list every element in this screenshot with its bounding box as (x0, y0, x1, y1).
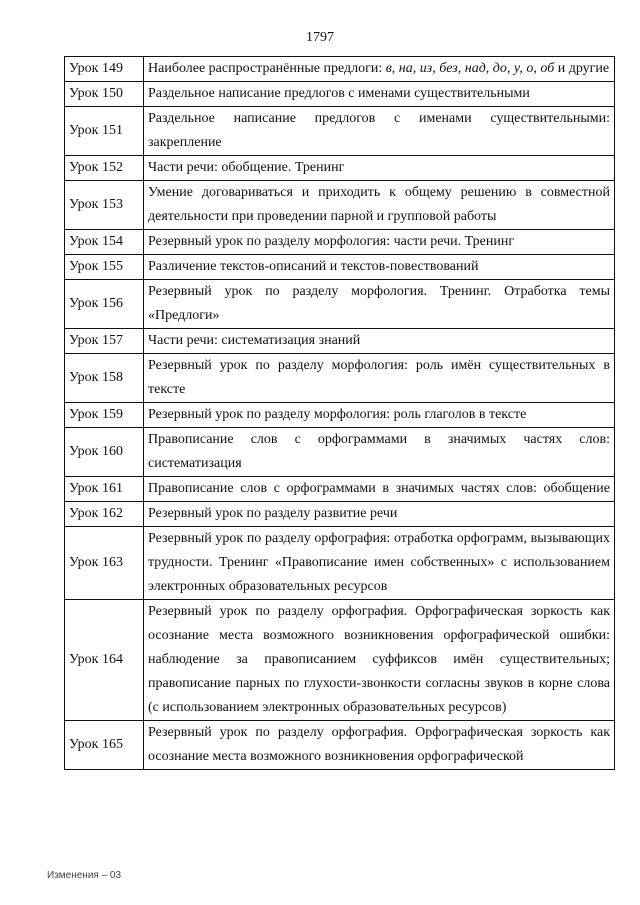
table-row (65, 181, 615, 230)
topic-text: Различение текстов-описаний и текстов-повествований (148, 259, 479, 274)
lesson-topic (144, 502, 615, 527)
topic-text: Части речи: систематизация знаний (148, 333, 361, 348)
lesson-number: Урок 161 (65, 477, 144, 502)
lesson-topic (144, 280, 615, 329)
topic-text: Наиболее распространённые предлоги: (148, 61, 386, 76)
lesson-number: Урок 156 (65, 280, 144, 329)
table-row (65, 156, 615, 181)
lesson-number: Урок 159 (65, 403, 144, 428)
table-row (65, 502, 615, 527)
topic-text: Резервный урок по разделу морфология: части речи. Тренинг (148, 234, 515, 249)
topic-text: Правописание слов с орфограммами в значимых частях слов: обобщение (148, 481, 610, 496)
topic-text: Резервный урок по разделу орфография. Орфографическая зоркость как осознание места возможного возникновения орфографической ошибки: наблюдение за правописанием суффиксов имён существительных; правописание парных по глухости-звонкости согласны звуков в корне слова (с использованием электронных образовательных ресурсов) (148, 604, 610, 715)
page-number: 1797 (306, 30, 334, 45)
table-row (65, 428, 615, 477)
topic-text: Раздельное написание предлогов с именами существительными: закрепление (148, 111, 610, 150)
topic-text: Резервный урок по разделу орфография. Орфографическая зоркость как осознание места возможного возникновения орфографической (148, 725, 610, 764)
lesson-number: Урок 153 (65, 181, 144, 230)
lesson-number: Урок 154 (65, 230, 144, 255)
lesson-topic (144, 82, 615, 107)
lesson-topic (144, 156, 615, 181)
topic-text: и другие (554, 61, 610, 76)
lesson-number: Урок 165 (65, 721, 144, 770)
lesson-topic (144, 255, 615, 280)
table-row (65, 721, 615, 770)
topic-text: Умение договариваться и приходить к общему решению в совместной деятельности при проведении парной и групповой работы (148, 185, 610, 224)
lesson-topic (144, 181, 615, 230)
lesson-topic (144, 329, 615, 354)
lessons-table (64, 56, 615, 770)
table-row (65, 600, 615, 721)
table-row (65, 354, 615, 403)
lesson-topic (144, 721, 615, 770)
table-row (65, 527, 615, 600)
lesson-number: Урок 163 (65, 527, 144, 600)
lesson-number: Урок 152 (65, 156, 144, 181)
table-row (65, 329, 615, 354)
lesson-topic (144, 107, 615, 156)
lesson-topic (144, 230, 615, 255)
lesson-number: Урок 155 (65, 255, 144, 280)
topic-text: Резервный урок по разделу морфология: роль имён существительных в тексте (148, 358, 610, 397)
lesson-topic (144, 428, 615, 477)
lesson-number: Урок 150 (65, 82, 144, 107)
topic-text: Резервный урок по разделу развитие речи (148, 506, 398, 521)
lesson-topic (144, 403, 615, 428)
lesson-topic (144, 600, 615, 721)
table-row (65, 107, 615, 156)
lesson-topic (144, 527, 615, 600)
topic-text: Правописание слов с орфограммами в значимых частях слов: систематизация (148, 432, 610, 471)
table-row (65, 82, 615, 107)
topic-text: Резервный урок по разделу орфография: отработка орфограмм, вызывающих трудности. Тренинг «Правописание имен собственных» с использованием электронных образовательных ресурсов (148, 531, 610, 594)
lesson-number: Урок 157 (65, 329, 144, 354)
table-row (65, 230, 615, 255)
topic-italic-text: в, на, из, без, над, до, у, о, об (385, 61, 555, 76)
lesson-number: Урок 158 (65, 354, 144, 403)
table-row (65, 403, 615, 428)
lesson-topic (144, 354, 615, 403)
lesson-topic (144, 57, 615, 82)
topic-text: Части речи: обобщение. Тренинг (148, 160, 345, 175)
table-row (65, 477, 615, 502)
topic-text: Резервный урок по разделу морфология: роль глаголов в тексте (148, 407, 527, 422)
lesson-number: Урок 162 (65, 502, 144, 527)
lesson-number: Урок 149 (65, 57, 144, 82)
lesson-number: Урок 151 (65, 107, 144, 156)
lesson-number: Урок 160 (65, 428, 144, 477)
table-row (65, 280, 615, 329)
footer-revision: Изменения – 03 (47, 870, 122, 881)
topic-text: Раздельное написание предлогов с именами существительными (148, 86, 530, 101)
table-row (65, 57, 615, 82)
lessons-table-body (65, 57, 615, 770)
topic-text: Резервный урок по разделу морфология. Тренинг. Отработка темы «Предлоги» (148, 284, 610, 323)
lesson-topic (144, 477, 615, 502)
lesson-number: Урок 164 (65, 600, 144, 721)
table-row (65, 255, 615, 280)
